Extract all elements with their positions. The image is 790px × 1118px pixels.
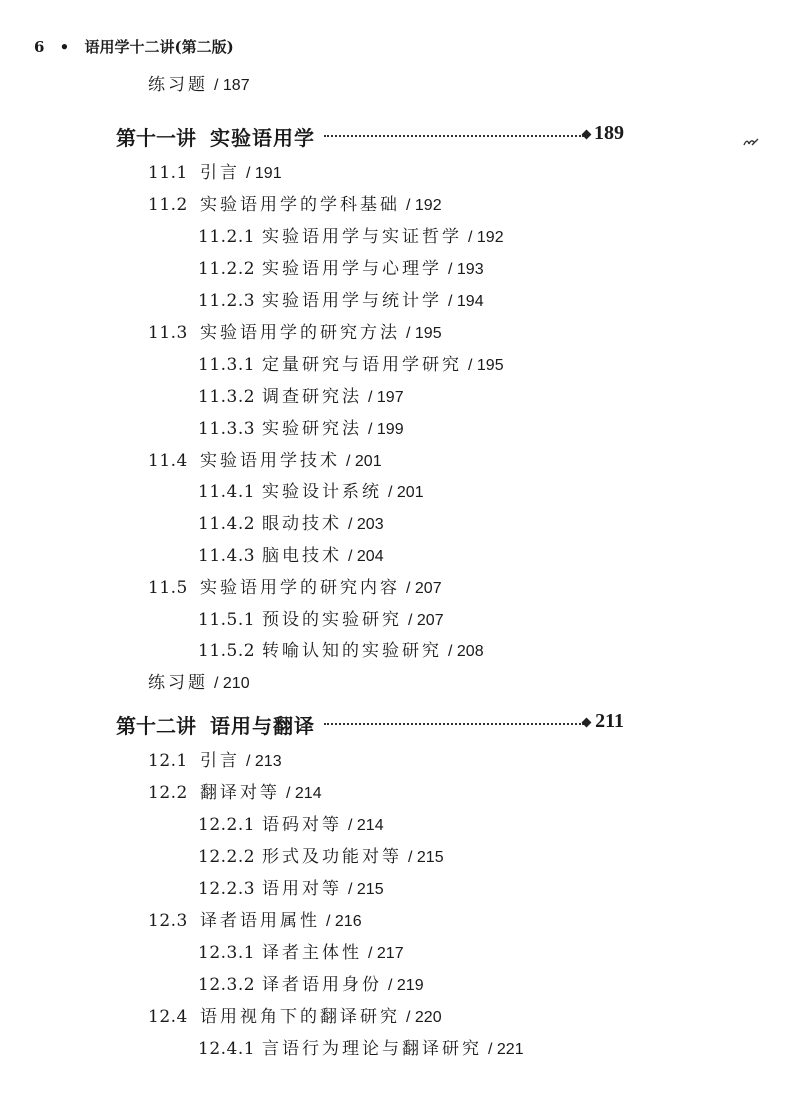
chapter-label: 第十一讲	[116, 126, 196, 150]
entry-title: 译者语用身份	[262, 975, 382, 995]
entry-title: 语用对等	[262, 879, 342, 899]
subsection-entry	[198, 513, 384, 536]
entry-page: / 216	[326, 913, 362, 930]
entry-title: 实验语用学与实证哲学	[262, 227, 462, 247]
section-entry	[148, 194, 442, 217]
diamond-icon	[582, 718, 592, 728]
entry-title: 语用视角下的翻译研究	[200, 1007, 400, 1027]
subsection-entry	[198, 258, 484, 281]
entry-page: / 219	[388, 977, 424, 994]
section-entry	[148, 450, 382, 473]
section-entry	[148, 1006, 442, 1029]
entry-page: / 197	[368, 389, 404, 406]
entry-page: / 207	[408, 612, 444, 629]
entry-number: 12.2.1	[198, 815, 256, 835]
entry-page: / 192	[406, 197, 442, 214]
dot-leader	[324, 135, 584, 137]
chapter-label: 第十二讲	[116, 714, 196, 738]
entry-number: 11.5.2	[198, 641, 256, 661]
chapter-heading	[116, 710, 624, 740]
chapter-title: 语用与翻译	[210, 714, 315, 738]
subsection-entry	[198, 418, 404, 441]
chapter-title: 实验语用学	[210, 126, 315, 150]
entry-number: 11.2	[148, 195, 188, 215]
entry-title: 实验语用学技术	[200, 451, 340, 471]
entry-title: 调查研究法	[262, 387, 362, 407]
entry-number: 11.4.3	[198, 546, 256, 566]
entry-number: 11.5	[148, 578, 188, 598]
entry-page: / 207	[406, 580, 442, 597]
entry-number: 12.2.3	[198, 879, 256, 899]
entry-page: / 201	[388, 484, 424, 501]
entry-title: 脑电技术	[262, 546, 342, 566]
entry-title: 实验研究法	[262, 419, 362, 439]
subsection-entry	[198, 814, 384, 837]
entry-page: / 204	[348, 548, 384, 565]
entry-title: 译者主体性	[262, 943, 362, 963]
diamond-icon	[582, 130, 592, 140]
entry-page: / 194	[448, 293, 484, 310]
entry-page: / 192	[468, 229, 504, 246]
subsection-entry	[198, 354, 504, 377]
entry-number: 11.1	[148, 163, 188, 183]
entry-title: 译者语用属性	[200, 911, 320, 931]
section-entry	[148, 910, 362, 933]
entry-number: 12.2	[148, 783, 188, 803]
section-entry	[148, 750, 282, 773]
entry-page: / 199	[368, 421, 404, 438]
entry-page: / 201	[346, 453, 382, 470]
entry-page: / 220	[406, 1009, 442, 1026]
entry-page: / 195	[468, 357, 504, 374]
dot-leader	[324, 723, 584, 725]
entry-number: 11.5.1	[198, 610, 256, 630]
section-entry	[148, 782, 322, 805]
header-bullet: •	[59, 38, 70, 56]
entry-number: 11.2.3	[198, 291, 256, 311]
entry-title: 引言	[200, 163, 240, 183]
exercise-entry	[148, 672, 250, 695]
entry-page: / 193	[448, 261, 484, 278]
entry-number: 11.3.2	[198, 387, 256, 407]
subsection-entry	[198, 942, 404, 965]
entry-number: 12.3.1	[198, 943, 256, 963]
entry-page: / 191	[246, 165, 282, 182]
entry-number: 11.4.2	[198, 514, 256, 534]
section-entry	[148, 162, 282, 185]
entry-number: 12.4.1	[198, 1039, 256, 1059]
entry-title: 实验设计系统	[262, 482, 382, 502]
entry-title: 定量研究与语用学研究	[262, 355, 462, 375]
entry-title: 实验语用学与心理学	[262, 259, 442, 279]
entry-page: / 215	[348, 881, 384, 898]
entry-title: 实验语用学的研究方法	[200, 323, 400, 343]
entry-title: 练习题	[148, 673, 208, 693]
entry-title: 预设的实验研究	[262, 610, 402, 630]
section-entry	[148, 577, 442, 600]
subsection-entry	[198, 290, 484, 313]
entry-page: / 214	[286, 785, 322, 802]
entry-number: 11.2.2	[198, 259, 256, 279]
entry-page: / 213	[246, 753, 282, 770]
subsection-entry	[198, 545, 384, 568]
chapter-heading	[116, 122, 624, 152]
entry-page: / 214	[348, 817, 384, 834]
section-entry	[148, 322, 442, 345]
entry-title: 眼动技术	[262, 514, 342, 534]
entry-title: 言语行为理论与翻译研究	[262, 1039, 482, 1059]
entry-number: 12.1	[148, 751, 188, 771]
entry-title: 转喻认知的实验研究	[262, 641, 442, 661]
entry-number: 11.3.1	[198, 355, 256, 375]
entry-page: / 187	[214, 77, 250, 94]
subsection-entry	[198, 481, 424, 504]
entry-title: 形式及功能对等	[262, 847, 402, 867]
entry-number: 12.3.2	[198, 975, 256, 995]
subsection-entry	[198, 1038, 524, 1061]
subsection-entry	[198, 226, 504, 249]
entry-number: 12.2.2	[198, 847, 256, 867]
entry-number: 11.2.1	[198, 227, 256, 247]
chapter-page-number: 211	[595, 710, 624, 732]
entry-title: 引言	[200, 751, 240, 771]
entry-number: 11.3	[148, 323, 188, 343]
entry-page: / 210	[214, 675, 250, 692]
entry-title: 语码对等	[262, 815, 342, 835]
entry-page: / 217	[368, 945, 404, 962]
subsection-entry	[198, 386, 404, 409]
book-title: 语用学十二讲(第二版)	[84, 38, 234, 56]
exercise-entry	[148, 74, 250, 97]
subsection-entry	[198, 609, 444, 632]
entry-title: 练习题	[148, 75, 208, 95]
entry-page: / 221	[488, 1041, 524, 1058]
entry-title: 实验语用学的研究内容	[200, 578, 400, 598]
pen-mark	[742, 136, 760, 148]
entry-page: / 208	[448, 643, 484, 660]
entry-number: 11.4	[148, 451, 188, 471]
entry-title: 实验语用学的学科基础	[200, 195, 400, 215]
running-header	[34, 36, 234, 57]
entry-number: 12.3	[148, 911, 188, 931]
entry-title: 实验语用学与统计学	[262, 291, 442, 311]
chapter-page-number: 189	[594, 122, 624, 144]
entry-page: / 195	[406, 325, 442, 342]
subsection-entry	[198, 878, 384, 901]
entry-number: 12.4	[148, 1007, 188, 1027]
page-number: 6	[34, 38, 45, 56]
entry-page: / 203	[348, 516, 384, 533]
entry-page: / 215	[408, 849, 444, 866]
entry-title: 翻译对等	[200, 783, 280, 803]
subsection-entry	[198, 846, 444, 869]
entry-number: 11.4.1	[198, 482, 256, 502]
entry-number: 11.3.3	[198, 419, 256, 439]
subsection-entry	[198, 974, 424, 997]
subsection-entry	[198, 640, 484, 663]
